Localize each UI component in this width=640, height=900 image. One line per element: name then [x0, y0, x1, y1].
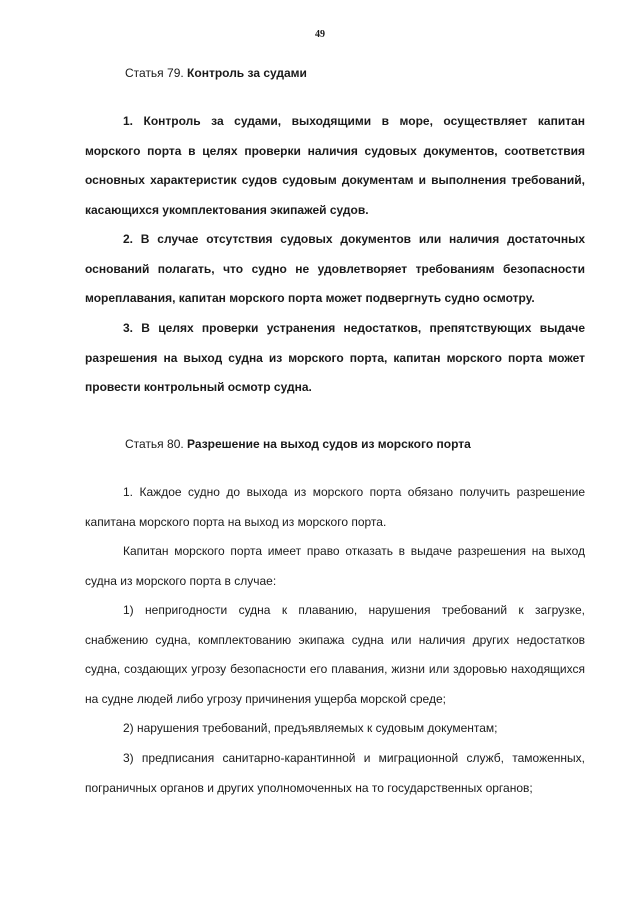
page-number: 49 [315, 29, 325, 40]
article-79-heading [125, 66, 307, 80]
article-79-title: Контроль за судами [187, 66, 307, 80]
article-80-title: Разрешение на выход судов из морского порта [187, 437, 471, 451]
article-80-paragraph-2: Капитан морского порта имеет право отказать в выдаче разрешения на выход судна из морского порта в случае: [85, 544, 585, 588]
article-79-label: Статья 79. [125, 66, 184, 80]
article-80-list-item-3: 3) предписания санитарно-карантинной и миграционной служб, таможенных, пограничных органов и других уполномоченных на то государственных органов; [85, 751, 585, 795]
article-79-paragraph-3: 3. В целях проверки устранения недостатков, препятствующих выдаче разрешения на выход судна из морского порта, капитан морского порта может провести контрольный осмотр судна. [85, 321, 585, 394]
article-80-list-item-2: 2) нарушения требований, предъявляемых к судовым документам; [123, 721, 498, 735]
article-79-paragraph-2: 2. В случае отсутствия судовых документов или наличия достаточных оснований полагать, что судно не удовлетворяет требованиям безопасности мореплавания, капитан морского порта может подвергнуть судно осмотру. [85, 232, 585, 305]
article-80-list-item-1: 1) непригодности судна к плаванию, нарушения требований к загрузке, снабжению судна, комплектованию экипажа судна или наличия других недостатков судна, создающих угрозу безопасности его плавания, жизни или здоровью находящихся на судне людей либо угрозу причинения ущерба морской среде; [85, 603, 585, 706]
article-80-heading [125, 437, 471, 451]
article-79-paragraph-1: 1. Контроль за судами, выходящими в море, осуществляет капитан морского порта в целях проверки наличия судовых документов, соответствия основных характеристик судов судовым документам и выполнения требований, касающихся укомплектования экипажей судов. [85, 114, 585, 217]
article-80-paragraph-1: 1. Каждое судно до выхода из морского порта обязано получить разрешение капитана морского порта на выход из морского порта. [85, 485, 585, 529]
article-80-label: Статья 80. [125, 437, 184, 451]
